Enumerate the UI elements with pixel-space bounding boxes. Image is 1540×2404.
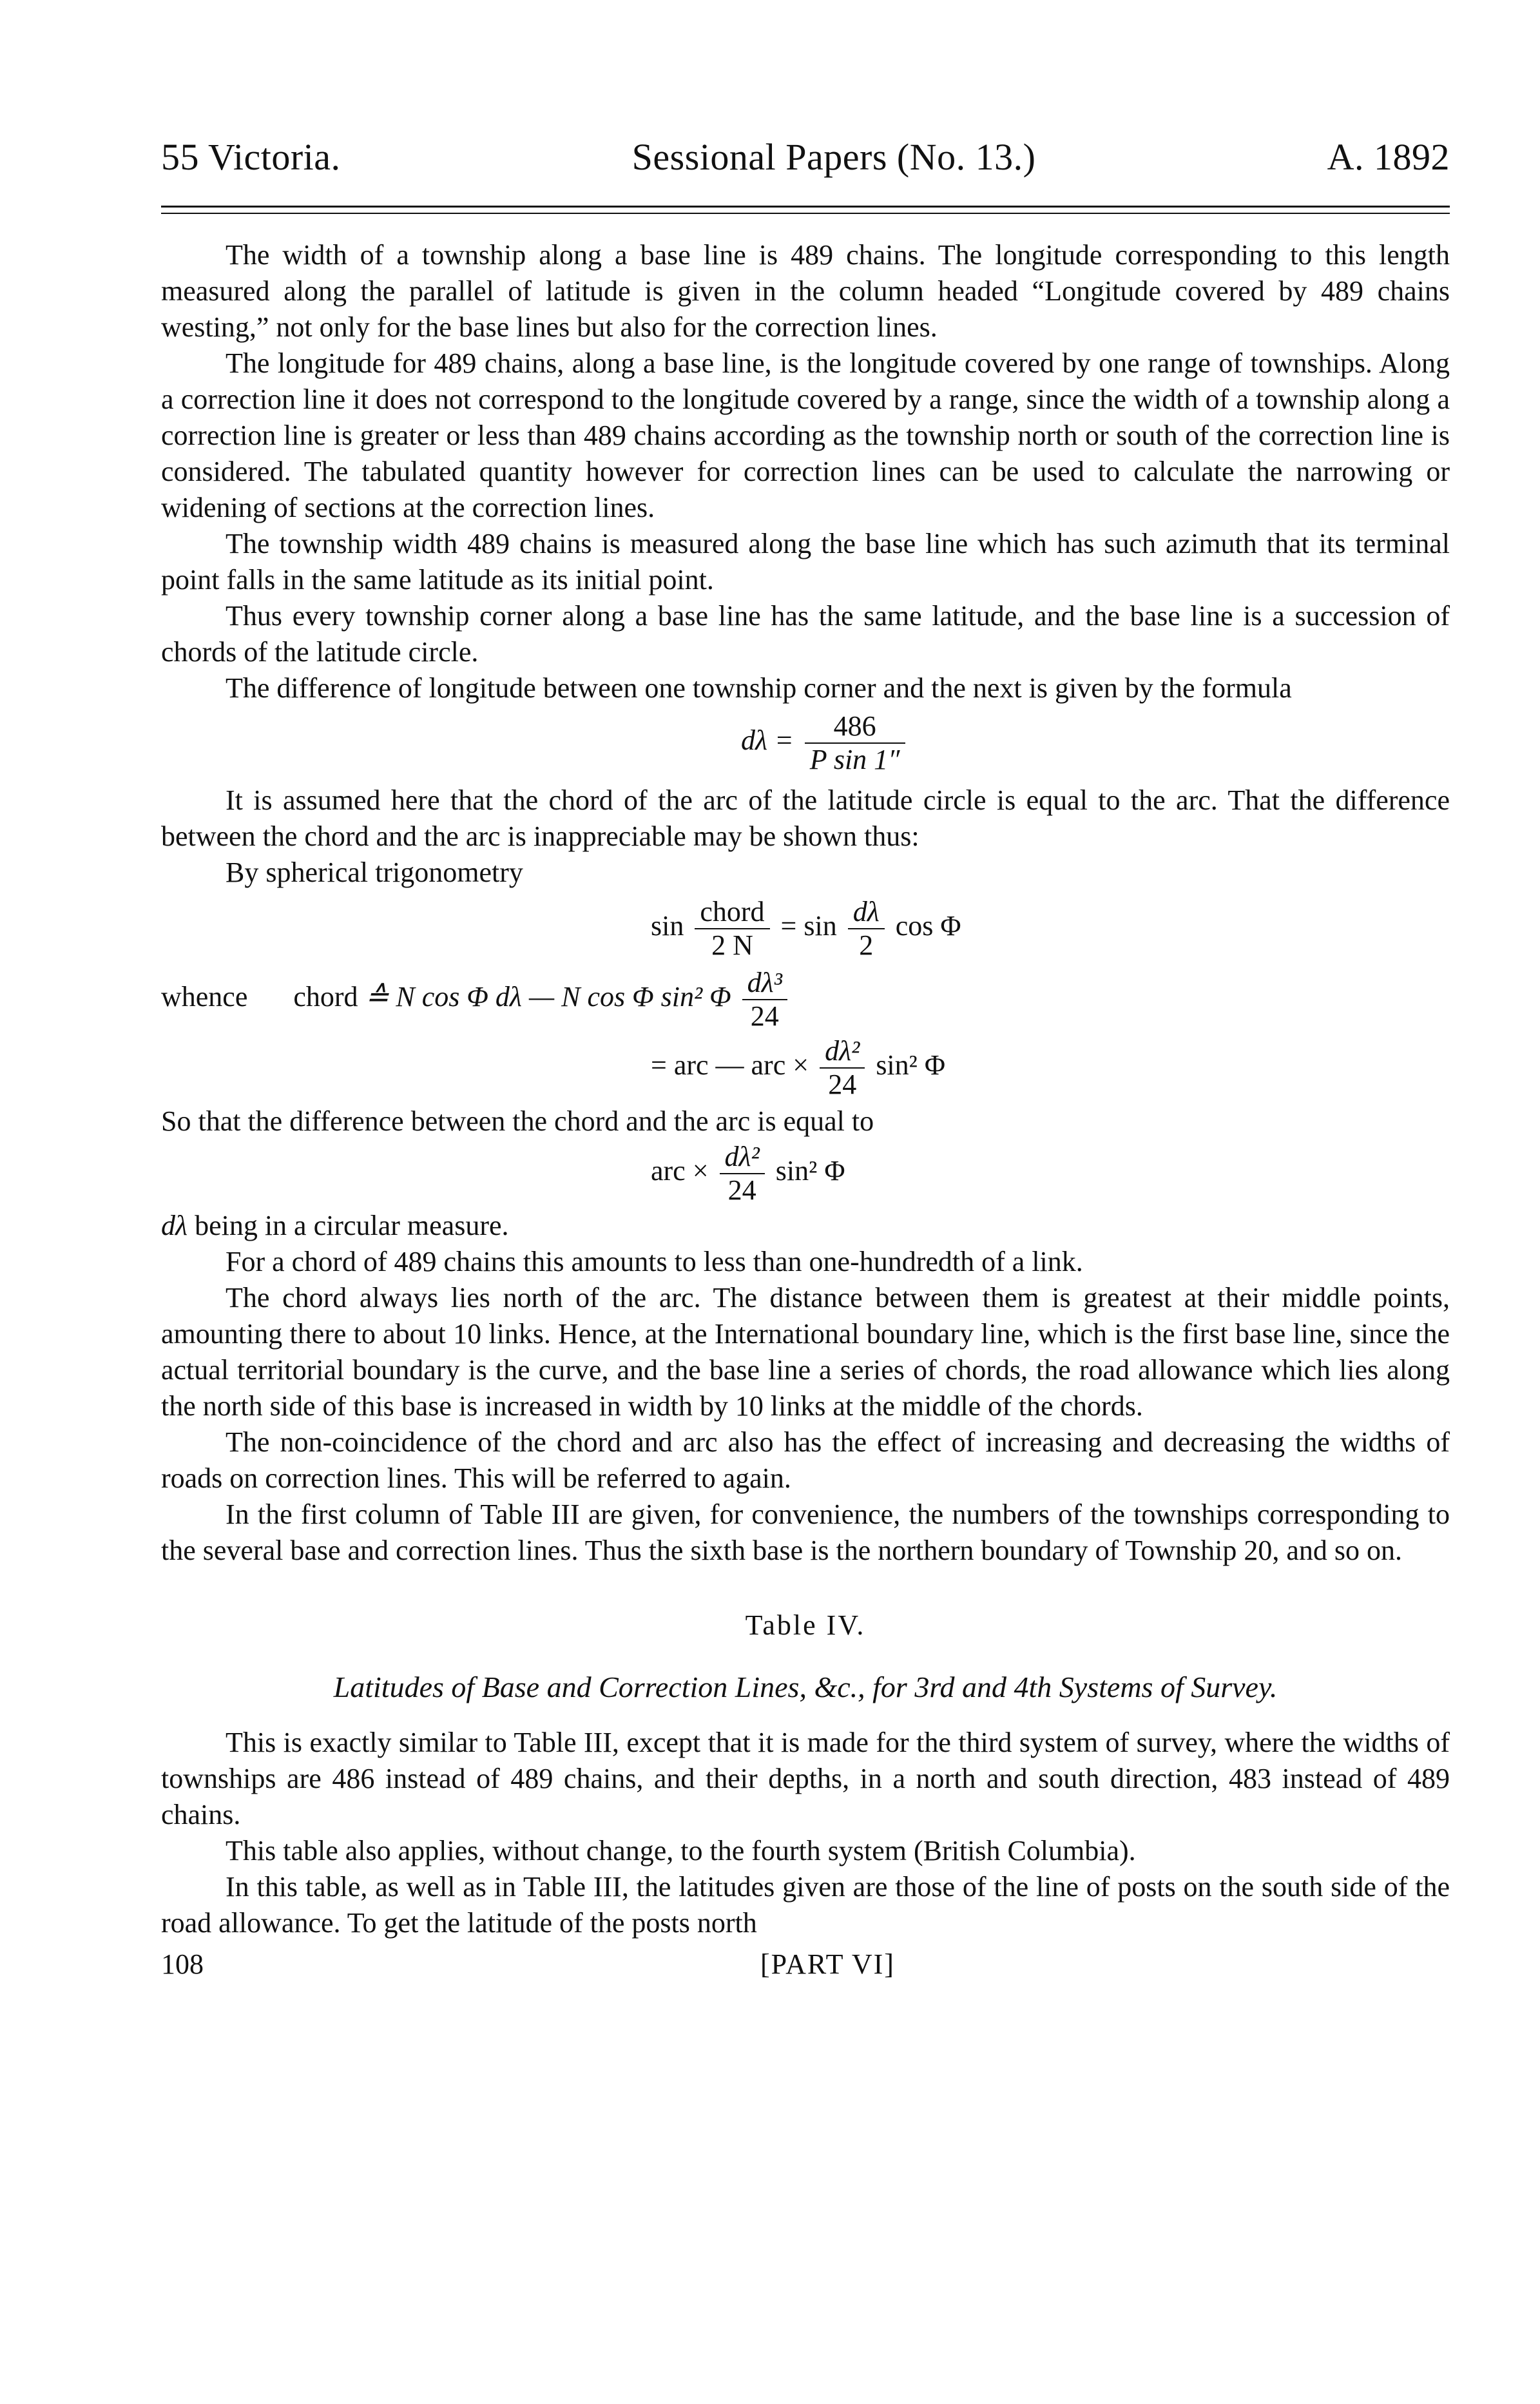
formula-text: = arc — arc ×: [651, 1049, 809, 1081]
part-label: [PART VI]: [760, 1948, 895, 1980]
formula-fraction: [848, 896, 885, 962]
page-number: 108: [161, 1948, 204, 1980]
header-volume: 55 Victoria.: [161, 136, 341, 178]
paragraph: Thus every township corner along a base line has the same latitude, and the base line is a succession of chords of the latitude circle.: [161, 600, 1450, 668]
paragraph: The longitude for 489 chains, along a base line, is the longitude covered by one range of townships. Along a correction line it does not correspond to the longitude covered by a range, since the width of a township along a correction line is greater or less than 489 chains according as the township north or south of the correction line is considered. The tabulated quantity however for correction lines can be used to calculate the narrowing or widening of sections at the correction lines.: [161, 347, 1450, 523]
formula-dlambda: [161, 710, 1450, 776]
header-rule-thin: [161, 213, 1450, 214]
paragraph: [161, 1208, 1450, 1244]
paragraph: In this table, as well as in Table III, the latitudes given are those of the line of posts on the south side of the road allowance. To get the latitude of the posts north: [161, 1871, 1450, 1939]
paragraph: So that the difference between the chord and the arc is equal to: [161, 1105, 874, 1137]
header-rule: [161, 206, 1450, 208]
paragraph: It is assumed here that the chord of the arc of the latitude circle is equal to the arc. That the difference between the chord and the arc is inappreciable may be shown thus:: [161, 784, 1450, 852]
fraction-denominator: 24: [727, 1174, 756, 1206]
fraction-numerator: dλ²: [720, 1141, 765, 1174]
table-subheading: Latitudes of Base and Correction Lines, &c., for 3rd and 4th Systems of Survey.: [333, 1671, 1278, 1703]
paragraph: The non-coincidence of the chord and arc also has the effect of increasing and decreasing the widths of roads on correction lines. This will be referred to again.: [161, 1426, 1450, 1494]
paragraph: In the first column of Table III are given, for convenience, the numbers of the townships corresponding to the several base and correction lines. Thus the sixth base is the northern boundary of Township 20, and so on.: [161, 1498, 1450, 1566]
formula-fraction: [720, 1141, 765, 1207]
formula-text: arc ×: [651, 1155, 709, 1187]
paragraph: The township width 489 chains is measured along the base line which has such azimuth that its terminal point falls in the same latitude as its initial point.: [161, 528, 1450, 596]
fraction-denominator: 2 N: [711, 929, 753, 961]
formula-arc: [161, 1035, 1450, 1101]
fraction-numerator: dλ²: [820, 1035, 865, 1069]
paragraph: By spherical trigonometry: [226, 857, 523, 888]
paragraph: The width of a township along a base line is 489 chains. The longitude corresponding to this length measured along the parallel of latitude is given in the column headed “Longitude covered by 489 chains westing,” not only for the base lines but also for the correction lines.: [161, 239, 1450, 343]
formula-text: cos Φ: [895, 910, 961, 942]
fraction-denominator: 24: [750, 1000, 779, 1032]
paragraph: The chord always lies north of the arc. The distance between them is greatest at their middle points, amounting there to about 10 links. Hence, at the International boundary line, which is the first base line, since the actual territorial boundary is the curve, and the base line a series of chords, the road allowance which lies along the north side of this base is increased in width by 10 links at the middle of the chords.: [161, 1282, 1450, 1422]
paragraph: The difference of longitude between one township corner and the next is given by the formula: [226, 672, 1292, 704]
formula-text: ≙ N cos Φ dλ — N cos Φ sin² Φ: [365, 981, 731, 1013]
formula-fraction: [820, 1035, 865, 1101]
formula-text: chord: [293, 981, 358, 1013]
paragraph: This is exactly similar to Table III, except that it is made for the third system of survey, where the widths of townships are 486 instead of 489 chains, and their depths, in a north and south direction, 483 instead of 489 chains.: [161, 1727, 1450, 1830]
header-year: A. 1892: [1327, 136, 1450, 178]
paragraph-text: being in a circular measure.: [188, 1210, 509, 1241]
formula-fraction: [695, 896, 769, 962]
formula-text: = sin: [780, 910, 837, 942]
paragraph: This table also applies, without change, to the fourth system (British Columbia).: [226, 1835, 1136, 1866]
formula-label: whence: [161, 981, 248, 1013]
formula-text: sin: [651, 910, 684, 942]
fraction-numerator: dλ³: [742, 967, 787, 1000]
running-header: [161, 135, 1450, 179]
formula-text: sin² Φ: [775, 1155, 845, 1187]
formula-difference: [161, 1141, 1450, 1207]
formula-spherical: [161, 896, 1450, 962]
table-heading: Table IV.: [745, 1609, 866, 1641]
paragraph: For a chord of 489 chains this amounts to less than one-hundredth of a link.: [226, 1246, 1083, 1277]
header-title: Sessional Papers (No. 13.): [631, 136, 1036, 178]
formula-lhs: dλ =: [741, 724, 794, 757]
page-footer: [161, 1948, 1450, 1981]
fraction-numerator: dλ: [848, 896, 885, 929]
formula-fraction: [742, 967, 787, 1032]
formula-text: sin² Φ: [876, 1049, 946, 1081]
fraction-denominator: P sin 1″: [809, 744, 900, 775]
fraction-denominator: 24: [828, 1069, 857, 1100]
fraction-numerator: chord: [695, 896, 769, 929]
formula-symbol: dλ: [161, 1210, 188, 1241]
formula-whence: [161, 967, 1450, 1032]
document-page: [161, 135, 1450, 1981]
body-text: [161, 237, 1450, 1941]
formula-fraction: [805, 710, 905, 776]
fraction-denominator: 2: [859, 929, 874, 961]
fraction-numerator: 486: [805, 710, 905, 744]
